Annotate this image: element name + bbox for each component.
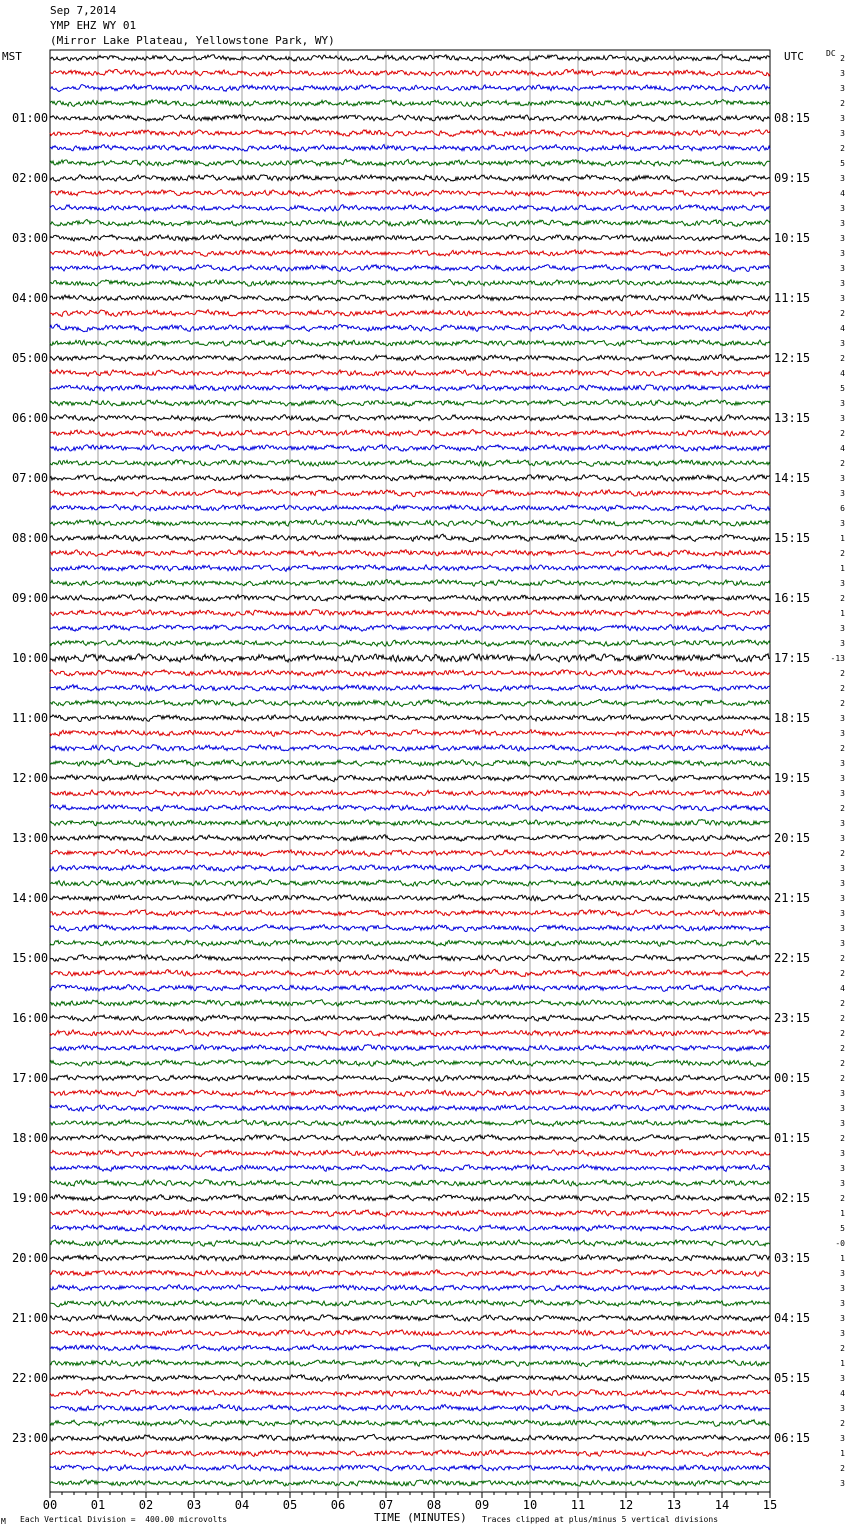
trace-row <box>50 1480 770 1486</box>
trace-row <box>50 340 770 346</box>
trace-row <box>50 460 770 467</box>
mst-hour-label: 18:00 <box>12 1131 49 1145</box>
x-tick-label: 05 <box>282 1498 298 1512</box>
trace-row <box>50 265 770 272</box>
utc-hour-label: 15:15 <box>774 531 811 545</box>
trace-row <box>50 69 770 76</box>
trace-row <box>50 654 770 662</box>
dc-offset-label: 2 <box>840 1044 845 1053</box>
trace-row <box>50 145 770 152</box>
trace-row <box>50 385 770 391</box>
trace-row <box>50 640 770 647</box>
trace-row <box>50 1285 770 1291</box>
trace-row <box>50 880 770 887</box>
utc-hour-label: 18:15 <box>774 711 811 725</box>
trace-row <box>50 1404 770 1411</box>
dc-offset-label: 3 <box>840 864 845 873</box>
scale-note: Each Vertical Division = 400.00 microvolts <box>20 1515 228 1524</box>
x-tick-label: 02 <box>138 1498 154 1512</box>
dc-offset-label: 3 <box>840 1434 845 1443</box>
trace-row <box>50 895 770 902</box>
trace-row <box>50 1225 770 1231</box>
trace-row <box>50 1360 770 1367</box>
mst-hour-label: 12:00 <box>12 771 49 785</box>
x-tick-label: 00 <box>42 1498 58 1512</box>
dc-offset-label: 6 <box>840 504 845 513</box>
dc-offset-label: 3 <box>840 624 845 633</box>
trace-row <box>50 355 770 361</box>
trace-row <box>50 1180 770 1187</box>
dc-offset-label: 2 <box>840 594 845 603</box>
utc-hour-label: 16:15 <box>774 591 811 605</box>
trace-row <box>50 759 770 766</box>
mst-hour-label: 02:00 <box>12 171 49 185</box>
dc-offset-label: 3 <box>840 249 845 258</box>
dc-offset-label: 3 <box>840 339 845 348</box>
dc-offset-label: 2 <box>840 1029 845 1038</box>
trace-row <box>50 1434 770 1441</box>
plot-frame <box>50 50 770 1492</box>
trace-row <box>50 115 770 122</box>
trace-row <box>50 565 770 572</box>
trace-row <box>50 625 770 632</box>
dc-offset-label: 3 <box>840 579 845 588</box>
utc-hour-label: 05:15 <box>774 1371 811 1385</box>
dc-offset-label: 2 <box>840 1134 845 1143</box>
dc-offset-label: 4 <box>840 189 845 198</box>
mst-hour-label: 10:00 <box>12 651 49 665</box>
utc-hour-label: 10:15 <box>774 231 811 245</box>
x-tick-label: 10 <box>522 1498 538 1512</box>
trace-row <box>50 865 770 872</box>
trace-row <box>50 445 770 452</box>
trace-row <box>50 370 770 377</box>
clip-note: Traces clipped at plus/minus 5 vertical divisions <box>482 1515 719 1524</box>
dc-offset-label: 2 <box>840 144 845 153</box>
utc-hour-label: 22:15 <box>774 951 811 965</box>
trace-row <box>50 685 770 692</box>
dc-offset-label: 3 <box>840 414 845 423</box>
dc-offset-label: 3 <box>840 894 845 903</box>
dc-offset-label: 2 <box>840 849 845 858</box>
trace-row <box>50 1270 770 1276</box>
dc-offset-label: 3 <box>840 174 845 183</box>
trace-row <box>50 475 770 482</box>
mst-hour-label: 16:00 <box>12 1011 49 1025</box>
seismic-traces <box>50 55 770 1486</box>
trace-row <box>50 1075 770 1082</box>
dc-offset-label: 3 <box>840 924 845 933</box>
trace-row <box>50 1135 770 1142</box>
mst-hour-label: 08:00 <box>12 531 49 545</box>
trace-row <box>50 219 770 226</box>
x-axis-title: TIME (MINUTES) <box>374 1511 467 1524</box>
dc-offset-label: 5 <box>840 159 845 168</box>
dc-offset-label: 2 <box>840 99 845 108</box>
dc-offset-label: 3 <box>840 789 845 798</box>
dc-offset-label: 2 <box>840 669 845 678</box>
x-tick-label: 13 <box>666 1498 682 1512</box>
header-location: (Mirror Lake Plateau, Yellowstone Park, WY) <box>50 34 335 47</box>
dc-offset-label: 3 <box>840 234 845 243</box>
dc-offset-label: 2 <box>840 1464 845 1473</box>
mst-hour-label: 06:00 <box>12 411 49 425</box>
dc-offset-label: 2 <box>840 999 845 1008</box>
trace-row <box>50 55 770 62</box>
trace-row <box>50 1105 770 1112</box>
dc-offset-label: 2 <box>840 354 845 363</box>
dc-offset-label: 2 <box>840 549 845 558</box>
trace-row <box>50 520 770 527</box>
dc-offset-label: 3 <box>840 1479 845 1488</box>
trace-row <box>50 85 770 92</box>
x-tick-label: 03 <box>186 1498 202 1512</box>
dc-offset-label: 1 <box>840 1254 845 1263</box>
utc-hour-label: 12:15 <box>774 351 811 365</box>
dc-offset-label: 4 <box>840 984 845 993</box>
utc-hour-label: 21:15 <box>774 891 811 905</box>
utc-hour-label: 06:15 <box>774 1431 811 1445</box>
trace-row <box>50 310 770 317</box>
dc-label: DC <box>826 49 836 58</box>
trace-row <box>50 1195 770 1202</box>
mst-hour-label: 23:00 <box>12 1431 49 1445</box>
trace-row <box>50 1345 770 1351</box>
dc-offset-label: 3 <box>840 219 845 228</box>
trace-row <box>50 490 770 497</box>
dc-offset-label: 3 <box>840 639 845 648</box>
dc-offset-label: 2 <box>840 54 845 63</box>
dc-offset-label: 2 <box>840 1014 845 1023</box>
trace-row <box>50 790 770 796</box>
trace-row <box>50 910 770 917</box>
dc-offset-label: 1 <box>840 1359 845 1368</box>
dc-offset-label: 2 <box>840 954 845 963</box>
trace-row <box>50 1045 770 1052</box>
dc-offset-label: -13 <box>830 654 845 663</box>
dc-offset-label: 3 <box>840 1179 845 1188</box>
trace-row <box>50 835 770 842</box>
trace-row <box>50 1330 770 1337</box>
dc-offset-label: 2 <box>840 309 845 318</box>
mst-hour-label: 21:00 <box>12 1311 49 1325</box>
dc-offset-label: 3 <box>840 759 845 768</box>
dc-offset-label: 2 <box>840 1074 845 1083</box>
trace-row <box>50 850 770 857</box>
mst-hour-label: 09:00 <box>12 591 49 605</box>
dc-offset-label: 3 <box>840 939 845 948</box>
trace-row <box>50 1150 770 1157</box>
dc-offset-label: 3 <box>840 1269 845 1278</box>
dc-offset-label: 3 <box>840 519 845 528</box>
trace-row <box>50 820 770 827</box>
trace-row <box>50 775 770 782</box>
x-tick-label: 07 <box>378 1498 394 1512</box>
trace-row <box>50 100 770 107</box>
trace-row <box>50 1000 770 1007</box>
trace-row <box>50 805 770 811</box>
dc-offset-label: 2 <box>840 804 845 813</box>
trace-row <box>50 969 770 976</box>
trace-row <box>50 430 770 437</box>
mst-hour-label: 17:00 <box>12 1071 49 1085</box>
trace-row <box>50 400 770 407</box>
mst-hour-label: 13:00 <box>12 831 49 845</box>
dc-offset-label: 3 <box>840 879 845 888</box>
dc-offset-label: 3 <box>840 909 845 918</box>
dc-offset-label: 3 <box>840 774 845 783</box>
dc-offset-label: 3 <box>840 1119 845 1128</box>
trace-row <box>50 1390 770 1397</box>
dc-offset-label: 3 <box>840 1164 845 1173</box>
trace-row <box>50 1450 770 1457</box>
trace-row <box>50 985 770 992</box>
dc-offset-label: 3 <box>840 489 845 498</box>
trace-row <box>50 1030 770 1037</box>
dc-offset-label: 2 <box>840 1419 845 1428</box>
trace-row <box>50 1255 770 1261</box>
corner-mark: M <box>1 1517 6 1526</box>
dc-offset-label: 3 <box>840 1149 845 1158</box>
dc-offset-label: 4 <box>840 444 845 453</box>
dc-offset-label: 3 <box>840 1374 845 1383</box>
trace-row <box>50 580 770 587</box>
trace-row <box>50 175 770 182</box>
dc-offset-label: 2 <box>840 1059 845 1068</box>
dc-offset-label: 2 <box>840 459 845 468</box>
mst-hour-label: 22:00 <box>12 1371 49 1385</box>
mst-hour-label: 11:00 <box>12 711 49 725</box>
trace-row <box>50 324 770 332</box>
header-station: YMP EHZ WY 01 <box>50 19 137 32</box>
x-tick-label: 09 <box>474 1498 490 1512</box>
x-tick-label: 08 <box>426 1498 442 1512</box>
utc-hour-label: 19:15 <box>774 771 811 785</box>
utc-hour-label: 20:15 <box>774 831 811 845</box>
mst-hour-label: 01:00 <box>12 111 49 125</box>
mst-hour-label: 20:00 <box>12 1251 49 1265</box>
utc-hour-label: 14:15 <box>774 471 811 485</box>
trace-row <box>50 1120 770 1127</box>
trace-row <box>50 295 770 302</box>
dc-offset-label: 3 <box>840 294 845 303</box>
dc-offset-label: 3 <box>840 69 845 78</box>
dc-offset-label: 3 <box>840 1404 845 1413</box>
utc-hour-label: 17:15 <box>774 651 811 665</box>
trace-row <box>50 1375 770 1382</box>
dc-offset-label: 3 <box>840 729 845 738</box>
trace-row <box>50 534 770 542</box>
dc-offset-label: 3 <box>840 474 845 483</box>
trace-row <box>50 610 770 617</box>
dc-offset-label: 5 <box>840 1224 845 1233</box>
x-tick-label: 14 <box>714 1498 730 1512</box>
utc-hour-label: 02:15 <box>774 1191 811 1205</box>
mst-hour-label: 14:00 <box>12 891 49 905</box>
x-tick-label: 06 <box>330 1498 346 1512</box>
mst-hour-label: 05:00 <box>12 351 49 365</box>
dc-offset-label: 3 <box>840 1104 845 1113</box>
dc-offset-label: 3 <box>840 279 845 288</box>
x-tick-label: 15 <box>762 1498 778 1512</box>
dc-offset-label: 4 <box>840 324 845 333</box>
dc-offset-label: 2 <box>840 429 845 438</box>
trace-row <box>50 925 770 932</box>
trace-row <box>50 1300 770 1307</box>
dc-offset-label: 3 <box>840 1314 845 1323</box>
mst-hour-label: 19:00 <box>12 1191 49 1205</box>
dc-offset-label: 3 <box>840 204 845 213</box>
x-tick-label: 01 <box>90 1498 106 1512</box>
dc-offset-label: 1 <box>840 564 845 573</box>
header-date: Sep 7,2014 <box>50 4 117 17</box>
trace-row <box>50 940 770 947</box>
mst-hour-label: 07:00 <box>12 471 49 485</box>
trace-row <box>50 205 770 212</box>
trace-row <box>50 250 770 257</box>
trace-row <box>50 715 770 722</box>
dc-offset-label: 3 <box>840 114 845 123</box>
trace-row <box>50 159 770 166</box>
dc-offset-label: 3 <box>840 264 845 273</box>
trace-row <box>50 280 770 287</box>
dc-offset-label: 3 <box>840 834 845 843</box>
utc-hour-label: 03:15 <box>774 1251 811 1265</box>
trace-row <box>50 130 770 137</box>
trace-row <box>50 1090 770 1097</box>
trace-row <box>50 670 770 677</box>
trace-row <box>50 1165 770 1172</box>
dc-offset-label: 3 <box>840 399 845 408</box>
dc-offset-label: 3 <box>840 819 845 828</box>
dc-offset-label: 4 <box>840 1389 845 1398</box>
trace-row <box>50 505 770 512</box>
trace-row <box>50 955 770 962</box>
utc-hour-label: 23:15 <box>774 1011 811 1025</box>
dc-offset-label: 3 <box>840 129 845 138</box>
dc-offset-label: 1 <box>840 534 845 543</box>
dc-offset-label: 2 <box>840 684 845 693</box>
utc-hour-label: 13:15 <box>774 411 811 425</box>
mst-hour-label: 15:00 <box>12 951 49 965</box>
dc-offset-label: 1 <box>840 1209 845 1218</box>
dc-offset-label: 2 <box>840 699 845 708</box>
trace-row <box>50 1420 770 1427</box>
trace-row <box>50 550 770 557</box>
trace-row <box>50 235 770 242</box>
dc-offset-label: 3 <box>840 714 845 723</box>
utc-hour-label: 08:15 <box>774 111 811 125</box>
trace-row <box>50 700 770 707</box>
trace-row <box>50 415 770 422</box>
axis-labels <box>12 54 845 1512</box>
dc-offset-label: 2 <box>840 1194 845 1203</box>
x-tick-label: 04 <box>234 1498 250 1512</box>
utc-hour-label: 09:15 <box>774 171 811 185</box>
mst-label: MST <box>2 50 22 63</box>
dc-offset-label: -0 <box>835 1239 845 1248</box>
dc-offset-label: 2 <box>840 744 845 753</box>
trace-row <box>50 1060 770 1067</box>
dc-offset-label: 2 <box>840 1344 845 1353</box>
mst-hour-label: 03:00 <box>12 231 49 245</box>
trace-row <box>50 595 770 601</box>
dc-offset-label: 3 <box>840 1299 845 1308</box>
dc-offset-label: 3 <box>840 1089 845 1098</box>
trace-row <box>50 745 770 751</box>
dc-offset-label: 2 <box>840 969 845 978</box>
trace-row <box>50 1240 770 1247</box>
mst-hour-label: 04:00 <box>12 291 49 305</box>
dc-offset-label: 1 <box>840 609 845 618</box>
trace-row <box>50 1465 770 1471</box>
dc-offset-label: 3 <box>840 1329 845 1338</box>
trace-row <box>50 190 770 196</box>
trace-row <box>50 730 770 737</box>
trace-row <box>50 1210 770 1217</box>
utc-label: UTC <box>784 50 804 63</box>
dc-offset-label: 3 <box>840 1284 845 1293</box>
trace-row <box>50 1015 770 1022</box>
x-tick-label: 11 <box>570 1498 586 1512</box>
dc-offset-label: 4 <box>840 369 845 378</box>
dc-offset-label: 3 <box>840 84 845 93</box>
dc-offset-label: 1 <box>840 1449 845 1458</box>
trace-row <box>50 1315 770 1322</box>
utc-hour-label: 00:15 <box>774 1071 811 1085</box>
utc-hour-label: 11:15 <box>774 291 811 305</box>
utc-hour-label: 04:15 <box>774 1311 811 1325</box>
dc-offset-label: 5 <box>840 384 845 393</box>
utc-hour-label: 01:15 <box>774 1131 811 1145</box>
x-tick-label: 12 <box>618 1498 634 1512</box>
